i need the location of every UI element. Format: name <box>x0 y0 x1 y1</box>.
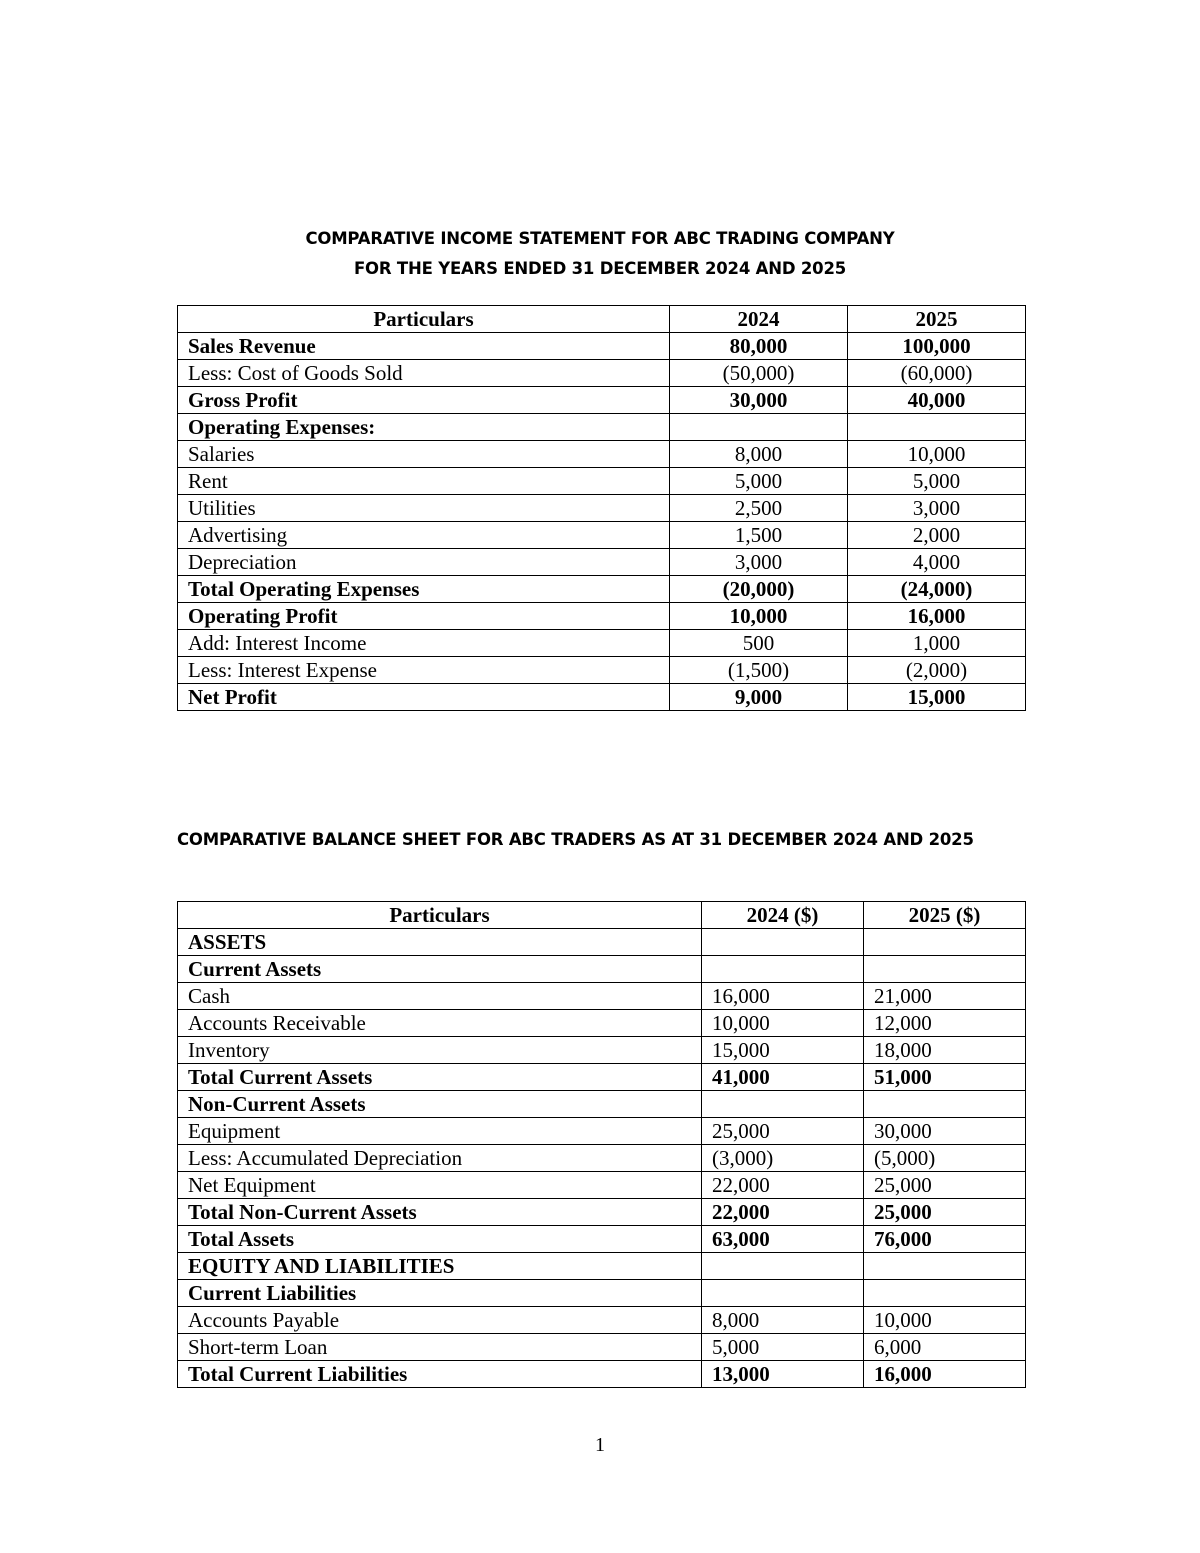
value-2024: (3,000) <box>702 1145 864 1172</box>
value-2024: 10,000 <box>670 603 848 630</box>
value-2024: 30,000 <box>670 387 848 414</box>
row-label: Short-term Loan <box>178 1334 702 1361</box>
table-row <box>178 929 1026 956</box>
value-2025 <box>864 956 1026 983</box>
table-row <box>178 1334 1026 1361</box>
row-label: Less: Interest Expense <box>178 657 670 684</box>
table-row <box>178 1091 1026 1118</box>
value-2025: 25,000 <box>864 1172 1026 1199</box>
value-2025: 3,000 <box>848 495 1026 522</box>
table-row <box>178 657 1026 684</box>
value-2024: (50,000) <box>670 360 848 387</box>
row-label: EQUITY AND LIABILITIES <box>178 1253 702 1280</box>
balance-sheet-title: COMPARATIVE BALANCE SHEET FOR ABC TRADERS AS AT 31 DECEMBER 2024 AND 2025 <box>177 830 974 849</box>
value-2025: (60,000) <box>848 360 1026 387</box>
row-label: Sales Revenue <box>178 333 670 360</box>
table-row <box>178 1361 1026 1388</box>
table-row <box>178 333 1026 360</box>
value-2024 <box>702 1091 864 1118</box>
row-label: Add: Interest Income <box>178 630 670 657</box>
value-2025 <box>864 929 1026 956</box>
value-2024: (1,500) <box>670 657 848 684</box>
balance-sheet-table <box>177 901 1026 1388</box>
row-label: Equipment <box>178 1118 702 1145</box>
value-2025: (5,000) <box>864 1145 1026 1172</box>
table-row <box>178 1253 1026 1280</box>
value-2024 <box>702 956 864 983</box>
row-label: Cash <box>178 983 702 1010</box>
row-label: Salaries <box>178 441 670 468</box>
table-row <box>178 684 1026 711</box>
value-2024: 8,000 <box>670 441 848 468</box>
value-2024 <box>702 929 864 956</box>
row-label: Current Liabilities <box>178 1280 702 1307</box>
value-2025: 30,000 <box>864 1118 1026 1145</box>
row-label: Total Current Liabilities <box>178 1361 702 1388</box>
table-row <box>178 549 1026 576</box>
value-2024: 13,000 <box>702 1361 864 1388</box>
value-2024: 16,000 <box>702 983 864 1010</box>
value-2025: 2,000 <box>848 522 1026 549</box>
value-2024: 63,000 <box>702 1226 864 1253</box>
row-label: Utilities <box>178 495 670 522</box>
table-row <box>178 414 1026 441</box>
value-2024: 80,000 <box>670 333 848 360</box>
table-row <box>178 576 1026 603</box>
value-2024: 1,500 <box>670 522 848 549</box>
value-2024: 5,000 <box>670 468 848 495</box>
value-2024: 10,000 <box>702 1010 864 1037</box>
value-2024: 25,000 <box>702 1118 864 1145</box>
row-label: Rent <box>178 468 670 495</box>
value-2024: 500 <box>670 630 848 657</box>
row-label: Total Non-Current Assets <box>178 1199 702 1226</box>
income-statement-table <box>177 305 1026 711</box>
table-row <box>178 522 1026 549</box>
value-2024: 9,000 <box>670 684 848 711</box>
value-2025: 16,000 <box>848 603 1026 630</box>
table-row <box>178 1037 1026 1064</box>
table-row <box>178 1118 1026 1145</box>
row-label: Net Equipment <box>178 1172 702 1199</box>
value-2025: 5,000 <box>848 468 1026 495</box>
page-number: 1 <box>595 1434 605 1456</box>
value-2024: 22,000 <box>702 1199 864 1226</box>
value-2025: 12,000 <box>864 1010 1026 1037</box>
row-label: Total Operating Expenses <box>178 576 670 603</box>
table-row <box>178 468 1026 495</box>
row-label: Less: Accumulated Depreciation <box>178 1145 702 1172</box>
value-2024: 8,000 <box>702 1307 864 1334</box>
income-statement-subtitle: FOR THE YEARS ENDED 31 DECEMBER 2024 AND 2025 <box>353 259 847 278</box>
row-label: Depreciation <box>178 549 670 576</box>
value-2024 <box>702 1280 864 1307</box>
table-row <box>178 1172 1026 1199</box>
value-2024 <box>670 414 848 441</box>
row-label: Total Assets <box>178 1226 702 1253</box>
value-2024: 5,000 <box>702 1334 864 1361</box>
row-label: Gross Profit <box>178 387 670 414</box>
table-row <box>178 1145 1026 1172</box>
table-row <box>178 630 1026 657</box>
table-row <box>178 956 1026 983</box>
table-row <box>178 1010 1026 1037</box>
row-label: Current Assets <box>178 956 702 983</box>
row-label: Operating Profit <box>178 603 670 630</box>
value-2025: 21,000 <box>864 983 1026 1010</box>
row-label: Operating Expenses: <box>178 414 670 441</box>
column-header-2024: 2024 <box>670 306 848 333</box>
value-2024: 2,500 <box>670 495 848 522</box>
row-label: Net Profit <box>178 684 670 711</box>
table-row <box>178 1226 1026 1253</box>
table-row <box>178 1307 1026 1334</box>
column-header-2025: 2025 ($) <box>864 902 1026 929</box>
value-2025: 51,000 <box>864 1064 1026 1091</box>
value-2024: 41,000 <box>702 1064 864 1091</box>
row-label: Less: Cost of Goods Sold <box>178 360 670 387</box>
value-2025: 25,000 <box>864 1199 1026 1226</box>
table-row <box>178 387 1026 414</box>
table-row <box>178 1064 1026 1091</box>
row-label: Total Current Assets <box>178 1064 702 1091</box>
value-2025: 100,000 <box>848 333 1026 360</box>
table-row <box>178 495 1026 522</box>
value-2025: 76,000 <box>864 1226 1026 1253</box>
value-2025: (24,000) <box>848 576 1026 603</box>
table-header-row <box>178 902 1026 929</box>
value-2025: 40,000 <box>848 387 1026 414</box>
row-label: Inventory <box>178 1037 702 1064</box>
column-header-2025: 2025 <box>848 306 1026 333</box>
table-row <box>178 441 1026 468</box>
row-label: Advertising <box>178 522 670 549</box>
value-2024 <box>702 1253 864 1280</box>
value-2025: 18,000 <box>864 1037 1026 1064</box>
table-row <box>178 603 1026 630</box>
value-2025: 16,000 <box>864 1361 1026 1388</box>
value-2025: 1,000 <box>848 630 1026 657</box>
value-2025 <box>848 414 1026 441</box>
table-row <box>178 360 1026 387</box>
value-2024: (20,000) <box>670 576 848 603</box>
value-2025 <box>864 1280 1026 1307</box>
value-2025: 4,000 <box>848 549 1026 576</box>
value-2024: 22,000 <box>702 1172 864 1199</box>
value-2025: 10,000 <box>848 441 1026 468</box>
column-header-particulars: Particulars <box>178 306 670 333</box>
income-statement-title: COMPARATIVE INCOME STATEMENT FOR ABC TRADING COMPANY <box>305 229 895 248</box>
value-2025: 10,000 <box>864 1307 1026 1334</box>
value-2025: (2,000) <box>848 657 1026 684</box>
row-label: Accounts Receivable <box>178 1010 702 1037</box>
table-header-row <box>178 306 1026 333</box>
value-2025 <box>864 1091 1026 1118</box>
column-header-particulars: Particulars <box>178 902 702 929</box>
value-2025: 15,000 <box>848 684 1026 711</box>
row-label: Non-Current Assets <box>178 1091 702 1118</box>
table-row <box>178 983 1026 1010</box>
row-label: Accounts Payable <box>178 1307 702 1334</box>
table-row <box>178 1199 1026 1226</box>
value-2024: 15,000 <box>702 1037 864 1064</box>
value-2025 <box>864 1253 1026 1280</box>
column-header-2024: 2024 ($) <box>702 902 864 929</box>
table-row <box>178 1280 1026 1307</box>
row-label: ASSETS <box>178 929 702 956</box>
value-2024: 3,000 <box>670 549 848 576</box>
value-2025: 6,000 <box>864 1334 1026 1361</box>
